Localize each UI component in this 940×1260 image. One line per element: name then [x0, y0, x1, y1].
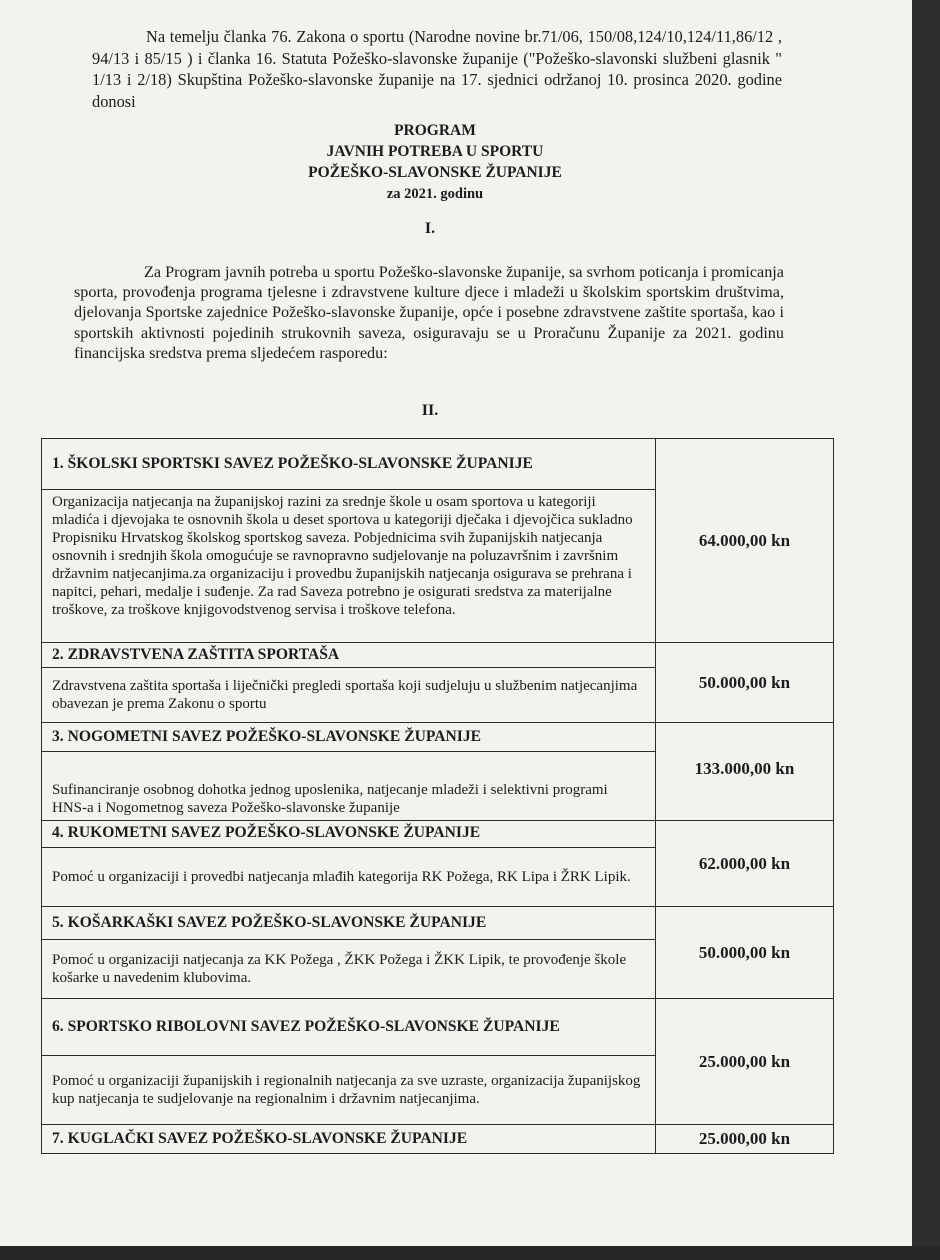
item-heading: 3. NOGOMETNI SAVEZ POŽEŠKO-SLAVONSKE ŽUPANIJE: [42, 723, 656, 752]
item-description: Pomoć u organizaciji natjecanja za KK Požega , ŽKK Požega i ŽKK Lipik, te provođenje škole košarke u navedenim klubovima.: [42, 940, 656, 999]
item-heading: 1. ŠKOLSKI SPORTSKI SAVEZ POŽEŠKO-SLAVONSKE ŽUPANIJE: [42, 439, 656, 490]
item-amount: 50.000,00 kn: [656, 643, 834, 723]
table-row: [42, 907, 834, 940]
preamble: [92, 26, 782, 112]
title-line-4: za 2021. godinu: [386, 186, 484, 202]
table-row: [42, 999, 834, 1056]
item-amount: 25.000,00 kn: [656, 999, 834, 1125]
table-row: [42, 643, 834, 668]
title-line-2: JAVNIH POTREBA U SPORTU: [326, 143, 544, 160]
item-amount: 62.000,00 kn: [656, 821, 834, 907]
item-heading: 7. KUGLAČKI SAVEZ POŽEŠKO-SLAVONSKE ŽUPANIJE: [42, 1125, 656, 1154]
section-numeral-1: I.: [424, 220, 436, 237]
table-row: [42, 439, 834, 490]
table-row: [42, 821, 834, 848]
item-amount: 25.000,00 kn: [656, 1125, 834, 1154]
budget-table: [41, 438, 834, 1154]
item-heading: 2. ZDRAVSTVENA ZAŠTITA SPORTAŠA: [42, 643, 656, 668]
background-edge: [0, 1246, 940, 1260]
item-heading: 4. RUKOMETNI SAVEZ POŽEŠKO-SLAVONSKE ŽUPANIJE: [42, 821, 656, 848]
background-edge: [912, 0, 940, 1260]
item-amount: 133.000,00 kn: [656, 723, 834, 821]
section-1-paragraph: [74, 262, 784, 363]
section-1-text: Za Program javnih potreba u sportu Požeško-slavonske županije, sa svrhom poticanja i promicanja sporta, provođenja programa tjelesne i zdravstvene kulture djece i mladeži u školskim sportskim društvima, djelovanja Sportske zajednice Požeško-slavonske županije, opće i posebne zdravstvene zaštite sportaša, kao i sportskih aktivnosti pojedinih strukovnih saveza, osiguravaju se u Proračunu Županije za 2021. godinu financijska sredstva prema sljedećem rasporedu:: [74, 263, 784, 362]
table-row: [42, 1125, 834, 1154]
title-line-1: PROGRAM: [394, 122, 476, 139]
item-description: Pomoć u organizaciji županijskih i regionalnih natjecanja za sve uzraste, organizacija županijskog kup natjecanja te sudjelovanje na regionalnim i državnim natjecanjima.: [42, 1056, 656, 1125]
item-heading: 5. KOŠARKAŠKI SAVEZ POŽEŠKO-SLAVONSKE ŽUPANIJE: [42, 907, 656, 940]
item-heading: 6. SPORTSKO RIBOLOVNI SAVEZ POŽEŠKO-SLAVONSKE ŽUPANIJE: [42, 999, 656, 1056]
item-amount: 64.000,00 kn: [656, 439, 834, 643]
item-description: Zdravstvena zaštita sportaša i liječnički pregledi sportaša koji sudjeluju u službenim natjecanjima obavezan je prema Zakonu o sportu: [42, 668, 656, 723]
preamble-text: Na temelju članka 76. Zakona o sportu (Narodne novine br.71/06, 150/08,124/10,124/11,86/12 , 94/13 i 85/15 ) i članka 16. Statuta Požeško-slavonske županije ("Požeško-slavonski službeni glasnik " 1/13 i 2/18) Skupština Požeško-slavonske županije na 17. sjednici održanoj 10. prosinca 2020. godine donosi: [92, 27, 782, 111]
table-row: [42, 723, 834, 752]
item-amount: 50.000,00 kn: [656, 907, 834, 999]
item-description: Pomoć u organizaciji i provedbi natjecanja mlađih kategorija RK Požega, RK Lipa i ŽRK Lipik.: [42, 848, 656, 907]
item-description: Organizacija natjecanja na županijskoj razini za srednje škole u osam sportova u kategoriji mladića i djevojaka te osnovnih škola u deset sportova u kategoriji dječaka i djevojčica sukladno Propisniku Hrvatskog školskog sportskog saveza. Pobjednicima svih županijskih natjecanja osnovnih i srednjih škola omogućuje se ravnopravno sudjelovanje na poluzavršnim i završnim državnim natjecanjima.za organizaciju i provedbu županijskih natjecanja osigurava se prehrana i napitci, pehari, medalje i suđenje. Za rad Saveza potrebno je osigurati sredstva za materijalne troškove, za troškove knjigovodstvenog servisa i troškove telefona.: [42, 490, 656, 643]
item-description: Sufinanciranje osobnog dohotka jednog uposlenika, natjecanje mladeži i selektivni programi HNS-a i Nogometnog saveza Požeško-slavonske županije: [42, 752, 656, 821]
title-line-3: POŽEŠKO-SLAVONSKE ŽUPANIJE: [308, 164, 562, 181]
section-numeral-2: II.: [421, 402, 439, 419]
